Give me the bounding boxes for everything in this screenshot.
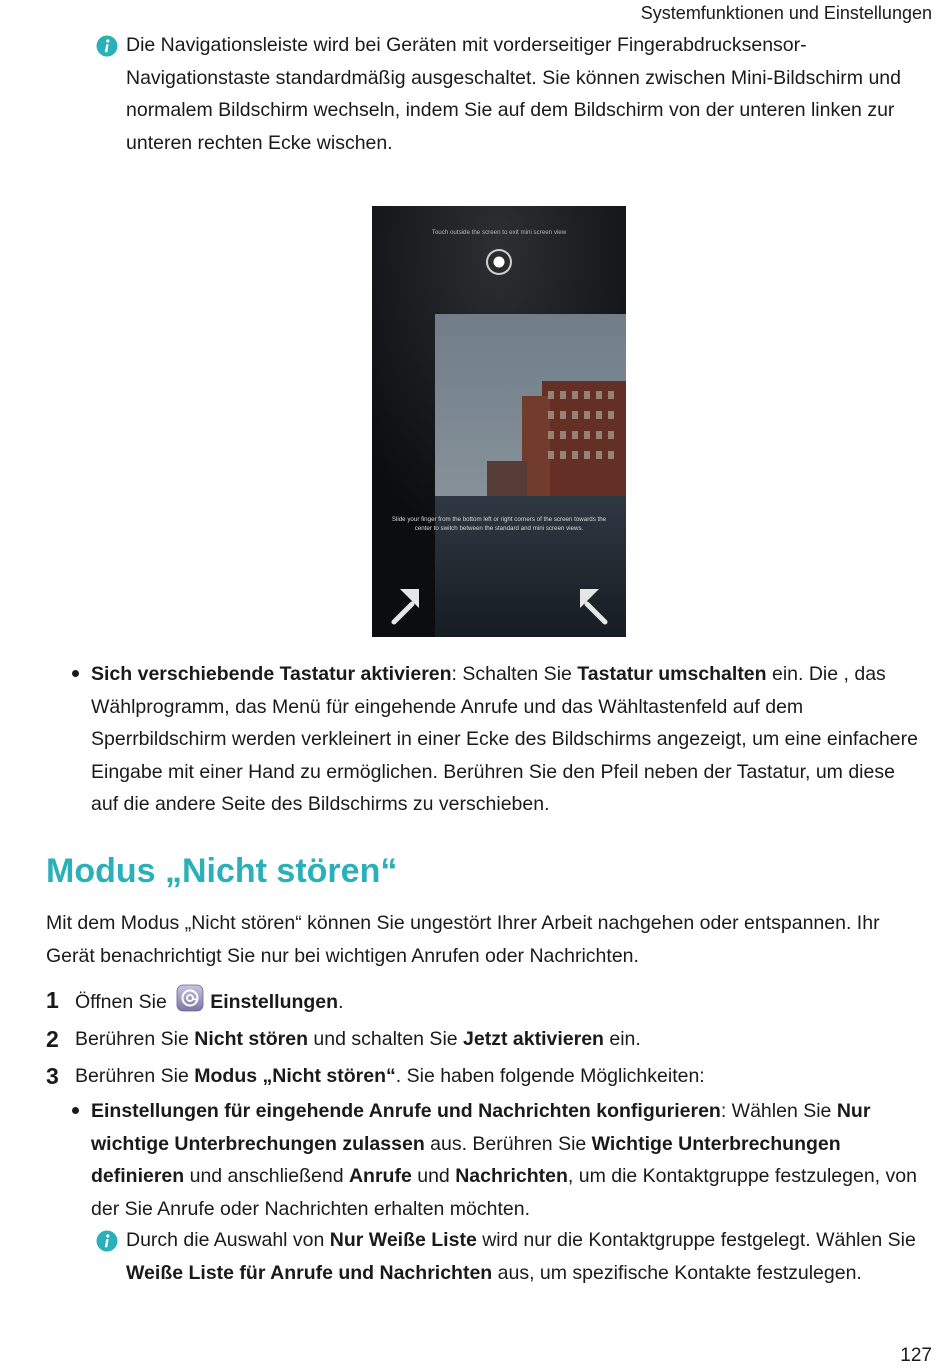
settings-app-icon: [176, 984, 204, 1012]
step-number: 3: [46, 1063, 59, 1089]
section-title: Modus „Nicht stören“: [46, 852, 398, 890]
mini-screen-screenshot: [372, 206, 626, 637]
bullet-item-keyboard: Sich verschiebende Tastatur aktivieren: Schalten Sie Tastatur umschalten ein. Die , das Wählprogramm, das Menü für eingehende Anrufe und das Wähltastenfeld auf dem Sperrbildschirm werden verkleinert in einer Ecke des Bildschirms angezeigt, um eine einfachere Eingabe mit einer Hand zu ermöglichen. Berühren Sie den Pfeil neben der Tastatur, um diese auf die andere Seite des Bildschirms zu verschieben.: [72, 658, 922, 821]
page-number: 127: [900, 1345, 932, 1366]
info-note-whitelist: Durch die Auswahl von Nur Weiße Liste wird nur die Kontaktgruppe festgelegt. Wählen Sie Weiße Liste für Anrufe und Nachrichten aus, um spezifische Kontakte festzulegen.: [96, 1224, 926, 1289]
bullet-item-calls-messages: Einstellungen für eingehende Anrufe und Nachrichten konfigurieren: Wählen Sie Nur wichtige Unterbrechungen zulassen aus. Berühren Sie Wichtige Unterbrechungen definieren und anschließend Anrufe und Nachrichten, um die Kontaktgruppe festzulegen, von der Sie Anrufe oder Nachrichten erhalten möchten.: [72, 1095, 922, 1225]
step-1: 1 Öffnen Sie Einstellungen.: [46, 984, 926, 1019]
step-number: 1: [46, 987, 59, 1013]
chapter-header: Systemfunktionen und Einstellungen: [640, 3, 932, 23]
section-intro: Mit dem Modus „Nicht stören“ können Sie ungestört Ihrer Arbeit nachgehen oder entspannen. Ihr Gerät benachrichtigt Sie nur bei wichtigen Anrufen oder Nachrichten.: [46, 912, 880, 967]
bullet-heading: Sich verschiebende Tastatur aktivieren: [91, 663, 452, 685]
bullet-heading: Einstellungen für eingehende Anrufe und Nachrichten konfigurieren: [91, 1100, 721, 1122]
info-note: [96, 29, 926, 159]
step-number: 2: [46, 1026, 59, 1052]
info-note-text: Die Navigationsleiste wird bei Geräten mit vorderseitiger Fingerabdrucksensor-Navigationstaste standardmäßig ausgeschaltet. Sie können zwischen Mini-Bildschirm und normalem Bildschirm wechseln, indem Sie auf dem Bildschirm von der unteren linken zur unteren rechten Ecke wischen.: [126, 34, 901, 154]
info-icon: [96, 1230, 118, 1252]
info-icon: [96, 35, 118, 57]
step-2: 2 Berühren Sie Nicht stören und schalten Sie Jetzt aktivieren ein.: [46, 1023, 926, 1056]
screenshot-hint-text: Slide your finger from the bottom left or right corners of the screen towards the center to switch between the standard and mini screen views.: [391, 516, 607, 532]
bullet-dot: [72, 670, 79, 677]
screenshot-top-text: Touch outside the screen to exit mini screen view: [431, 229, 567, 236]
bullet-dot: [72, 1107, 79, 1114]
step-3: 3 Berühren Sie Modus „Nicht stören“. Sie haben folgende Möglichkeiten:: [46, 1060, 926, 1093]
